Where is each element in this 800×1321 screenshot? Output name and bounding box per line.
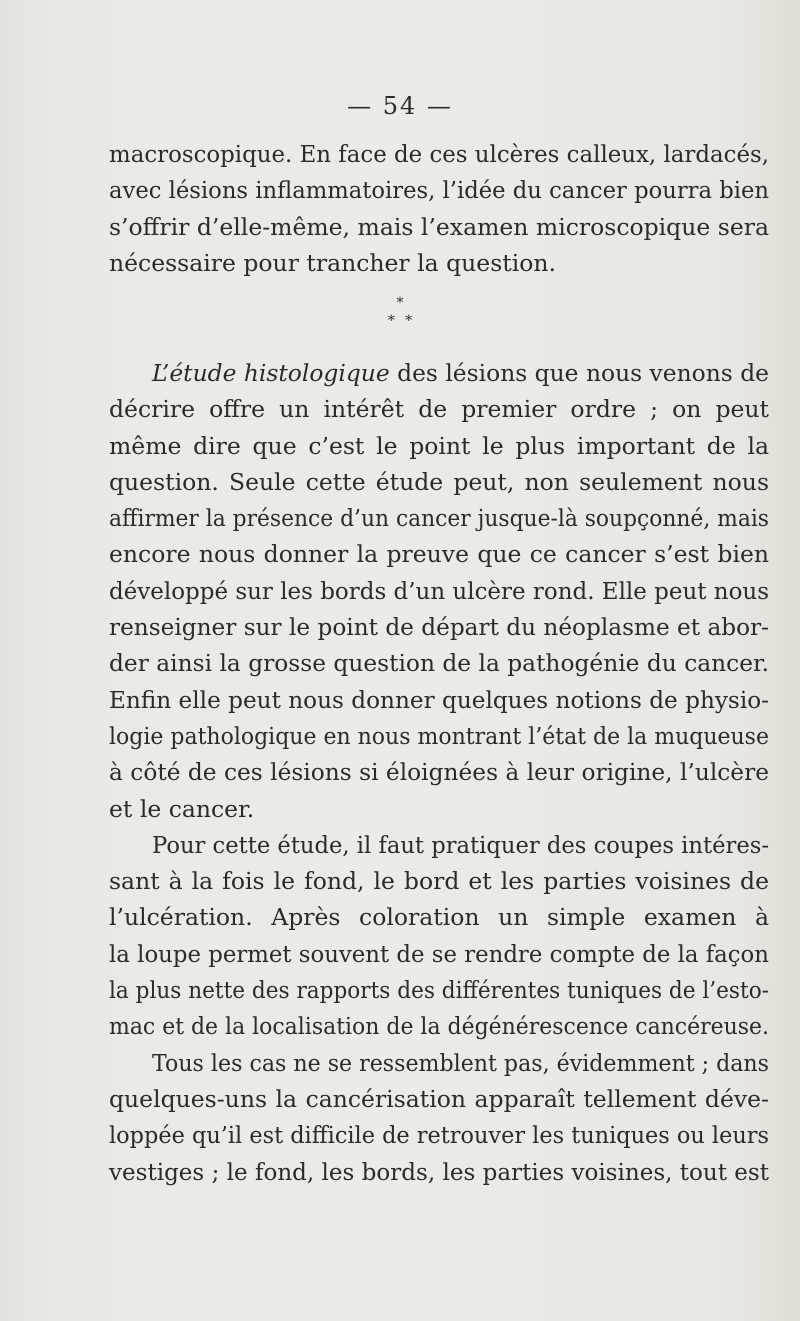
text-line: quelques-uns la cancérisation apparaît tellement déve-: [109, 1084, 769, 1113]
text-line: l’ulcération. Après coloration un simple examen à: [109, 903, 769, 932]
text-line-lead: [109, 355, 769, 391]
text-line: à côté de ces lésions si éloignées à leur origine, l’ulcère: [109, 758, 769, 787]
text-line: la plus nette des rapports des différentes tuniques de l’esto-: [109, 976, 769, 1005]
text-line: décrire offre un intérêt de premier ordre ; on peut: [109, 395, 769, 424]
text-line: sant à la fois le fond, le bord et les parties voisines de: [109, 867, 769, 896]
page-number: — 54 —: [347, 92, 453, 120]
text-line: s’offrir d’elle-même, mais l’examen microscopique sera: [109, 212, 769, 241]
section-separator: [0, 294, 800, 330]
asterisk-top: *: [396, 295, 404, 311]
text-line: mac et de la localisation de la dégénérescence cancéreuse.: [109, 1012, 769, 1041]
paragraph-etude-histologique: [109, 355, 769, 1190]
text-line: Tous les cas ne se ressemblent pas, évidemment ; dans: [152, 1048, 769, 1077]
text-line: renseigner sur le point de départ du néoplasme et abor-: [109, 613, 769, 642]
text-line: Pour cette étude, il faut pratiquer des coupes intéres-: [152, 830, 769, 859]
italic-lead: L’étude histologique: [152, 359, 390, 387]
lead-rest: des lésions que nous venons de: [389, 359, 769, 387]
text-line: affirmer la présence d’un cancer jusque-là soupçonné, mais: [109, 504, 769, 533]
text-line: et le cancer.: [109, 794, 255, 823]
text-line: nécessaire pour trancher la question.: [109, 248, 556, 277]
asterisk-bottom: * *: [387, 313, 413, 329]
text-line: Enfin elle peut nous donner quelques notions de physio-: [109, 685, 769, 714]
text-line: avec lésions inflammatoires, l’idée du cancer pourra bien: [109, 176, 769, 205]
text-line: macroscopique. En face de ces ulcères calleux, lardacés,: [109, 140, 769, 168]
text-line: développé sur les bords d’un ulcère rond. Elle peut nous: [109, 576, 769, 605]
text-line: logie pathologique en nous montrant l’état de la muqueuse: [109, 721, 769, 750]
text-line: der ainsi la grosse question de la pathogénie du cancer.: [109, 649, 769, 678]
text-line: la loupe permet souvent de se rendre compte de la façon: [109, 939, 769, 968]
paragraph-macroscopique: [109, 136, 769, 281]
text-line: même dire que c’est le point le plus important de la: [109, 431, 769, 460]
text-line: question. Seule cette étude peut, non seulement nous: [109, 467, 769, 496]
text-line: vestiges ; le fond, les bords, les parties voisines, tout est: [109, 1157, 769, 1186]
text-line: encore nous donner la preuve que ce cancer s’est bien: [109, 540, 769, 569]
text-line: loppée qu’il est difficile de retrouver les tuniques ou leurs: [109, 1121, 769, 1150]
